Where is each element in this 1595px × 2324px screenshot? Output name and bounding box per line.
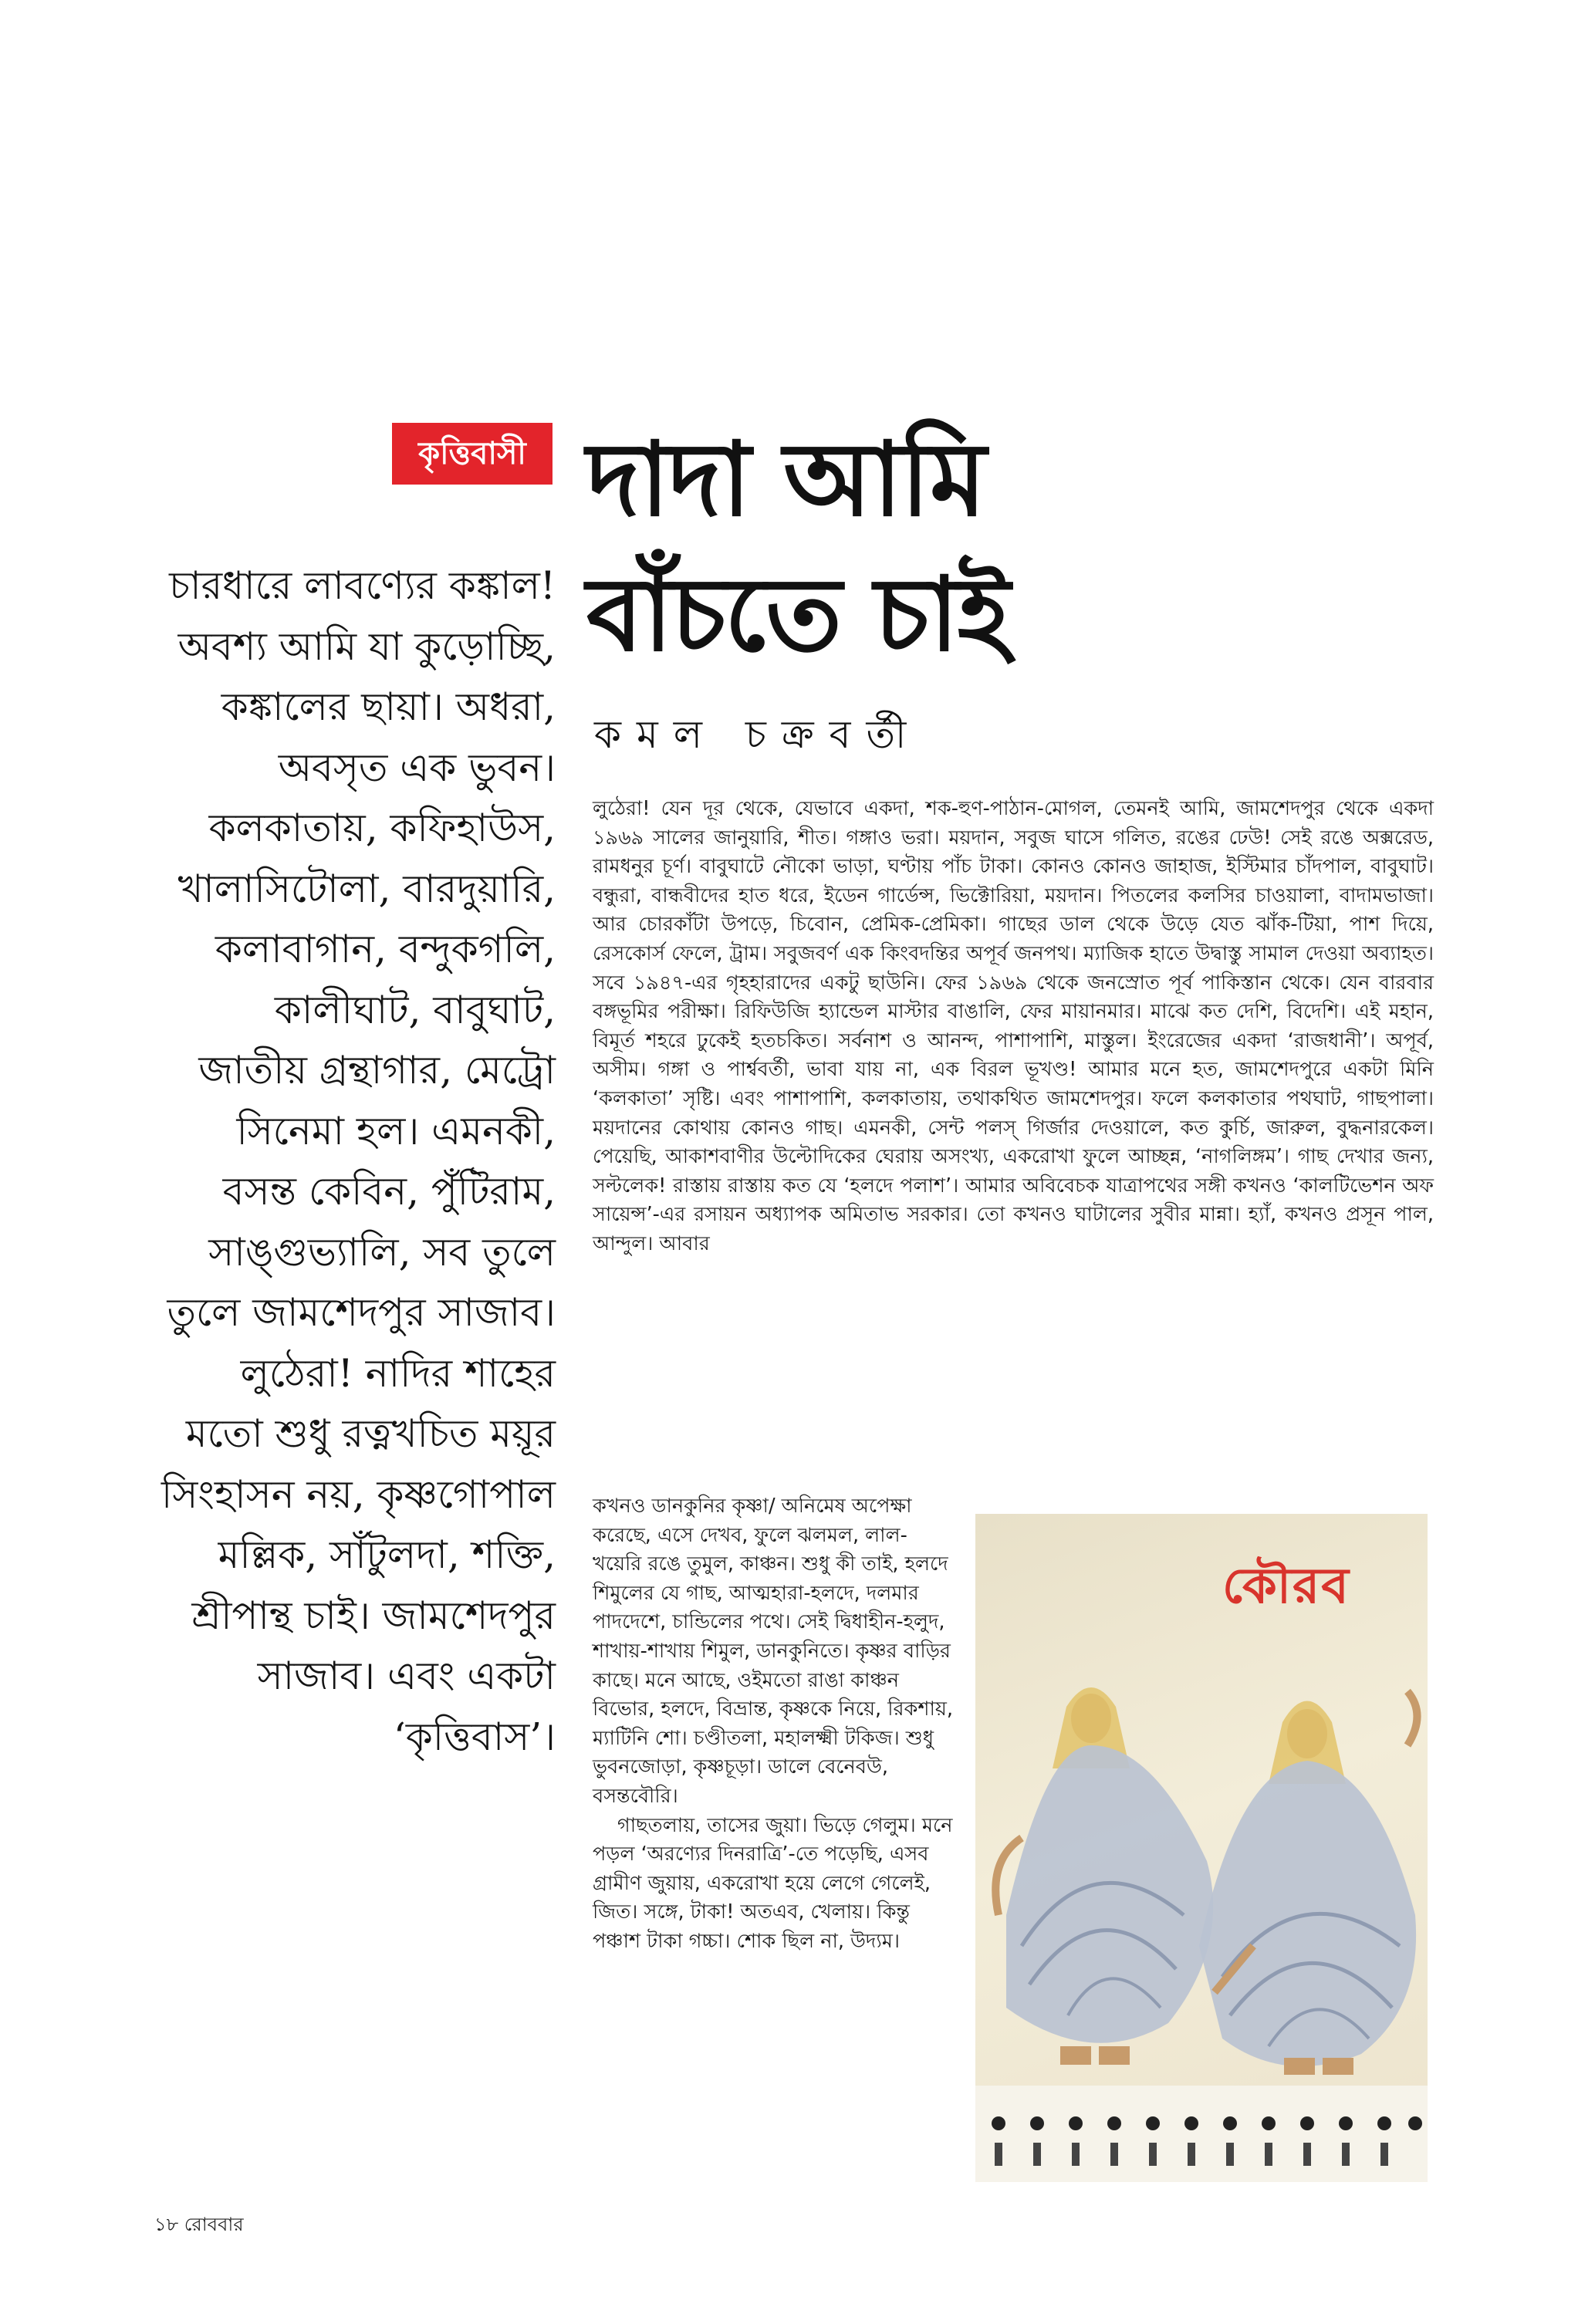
body-paragraph: গাছতলায়, তাসের জুয়া। ভিড়ে গেলুম। মনে পড়ল ‘অরণ্যের দিনরাত্রি’-তে পড়েছি, এসব গ্রামীণ জুয়ায়, একরোখা হয়ে লেগে গেলেই, জিত। সঙ্গে, টাকা! অতএব, খেলায়। কিন্তু পঞ্চাশ টাকা গচ্চা। শোক ছিল না, উদ্যম। [593,1813,953,1953]
book-cover-image [975,1514,1428,2182]
page-footer: ১৮ রোববার [154,2214,244,2235]
headline [586,413,1358,683]
dancer-left [995,1687,1213,2065]
cover-title: কৌরব [1222,1558,1350,1615]
dancers-illustration [975,1514,1428,2182]
body-paragraph: লুঠেরা! যেন দূর থেকে, যেভাবে একদা, শক-হুণ-পাঠান-মোগল, তেমনই আমি, জামশেদপুর থেকে একদা ১৯৬৯ সালের জানুয়ারি, শীত। গঙ্গাও ভরা। ময়দান, সবুজ ঘাসে গলিত, রঙের ঢেউ! সেই রঙে অক্সরেড, রামধনুর চূর্ণ। বাবুঘাটে নৌকো ভাড়া, ঘণ্টায় পাঁচ টাকা। কোনও কোনও জাহাজ, ইস্টিমার চাঁদপাল, বাবুঘাট। বন্ধুরা, বান্ধবীদের হাত ধরে, ইডেন গার্ডেন্স, ভিক্টোরিয়া, ময়দান। পিতলের কলসির চাওয়ালা, বাদামভাজা। আর চোরকাঁটা উপড়ে, চিবোন, প্রেমিক-প্রেমিকা। গাছের ডাল থেকে উড়ে যেত ঝাঁক-টিয়া, পাশ দিয়ে, রেসকোর্স ফেলে, ট্রাম। সবুজবর্ণ এক কিংবদন্তির অপূর্ব জনপথ। ম্যাজিক হাতে উদ্বাস্তু সামাল দেওয়া অব্যাহত। সবে ১৯৪৭-এর গৃহহারাদের একটু ছাউনি। ফের ১৯৬৯ থেকে জনস্রোত পূর্ব পাকিস্তান থেকে। যেন বারবার বঙ্গভূমির পরীক্ষা। রিফিউজি হ্যান্ডেল মাস্টার বাঙালি, ফের মায়ানমার। মাঝে কত দেশি, বিদেশি। এই মহান, বিমূর্ত শহরে ঢুকেই হতচকিত। সর্বনাশ ও আনন্দ, পাশাপাশি, মাস্তুল। ইংরেজের একদা ‘রাজধানী’। অপূর্ব, অসীম। গঙ্গা ও পার্শ্ববর্তী, ভাবা যায় না, এক বিরল ভূখণ্ড! আমার মনে হত, জামশেদপুরে একটা মিনি ‘কলকাতা’ সৃষ্টি। এবং পাশাপাশি, কলকাতায়, তথাকথিত জামশেদপুর। ফলে কলকাতার পথঘাট, গাছপালা। ময়দানের কোথায় কোনও গাছ। এমনকী, সেন্ট পলস্ গির্জার দেওয়ালে, কত কুর্চি, জারুল, বুদ্ধনারকেল। পেয়েছি, আকাশবাণীর উল্টোদিকের ঘেরায় অসংখ্য, একরোখা ফুলে আচ্ছন্ন, ‘নাগলিঙ্গম’। গাছ দেখার জন্য, সল্টলেক! রাস্তায় রাস্তায় কত যে ‘হলদে পলাশ’। আমার অবিবেচক যাত্রাপথের সঙ্গী কখনও ‘কালটিভেশন অফ সায়েন্স’-এর রসায়ন অধ্যাপক অমিতাভ সরকার। তো কখনও ঘাটালের সুবীর মান্না। হ্যাঁ, কখনও প্রসূন পাল, আন্দুল। আবার [593,797,1434,1255]
headline-line-1: দাদা আমি [586,421,985,539]
pull-quote: চারধারে লাবণ্যের কঙ্কাল! অবশ্য আমি যা কুড়োচ্ছি, কঙ্কালের ছায়া। অধরা, অবসৃত এক ভুবন। কলকাতায়, কফিহাউস, খালাসিটোলা, বারদুয়ারি, কলাবাগান, বন্দুকগলি, কালীঘাট, বাবুঘাট, জাতীয় গ্রন্থাগার, মেট্রো সিনেমা হল। এমনকী, বসন্ত কেবিন, পুঁটিরাম, সাঙ্গুভ্যালি, সব তুলে তুলে জামশেদপুর সাজাব। লুঠেরা! নাদির শাহের মতো শুধু রত্নখচিত ময়ূর সিংহাসন নয়, কৃষ্ণগোপাল মল্লিক, সাঁটুলদা, শক্তি, শ্রীপান্থ চাই। জামশেদপুর সাজাব। এবং একটা ‘কৃত্তিবাস’। [161,563,556,1759]
headline-line-2: বাঁচতে চাই [586,556,1009,674]
section-label: কৃত্তিবাসী [392,423,553,485]
body-paragraph: কখনও ডানকুনির কৃষ্ণা/ অনিমেষ অপেক্ষা করেছে, এসে দেখব, ফুলে ঝলমল, লাল-খয়েরি রঙে তুমুল, কাঞ্চন। শুধু কী তাই, হলদে শিমুলের যে গাছ, আত্মহারা-হলদে, দলমার পাদদেশে, চান্ডিলের পথে। সেই দ্বিধাহীন-হলুদ, শাখায়-শাখায় শিমুল, ডানকুনিতে। কৃষ্ণর বাড়ির কাছে। মনে আছে, ওইমতো রাঙা কাঞ্চন বিভোর, হলদে, বিভ্রান্ত, কৃষ্ণকে নিয়ে, রিকশায়, ম্যাটিনি শো। চণ্ডীতলা, মহালক্ষ্মী টকিজ। শুধু ভুবনজোড়া, কৃষ্ণচূড়া। ডালে বেনেবউ, বসন্তবৌরি। [593,1495,953,1808]
decorative-border [975,2086,1428,2182]
author-byline: কমল চক্রবর্তী [594,712,922,757]
article-body-wide [593,795,1434,1259]
article-body-narrow [593,1492,955,1957]
dancer-right [1199,1691,1418,2075]
